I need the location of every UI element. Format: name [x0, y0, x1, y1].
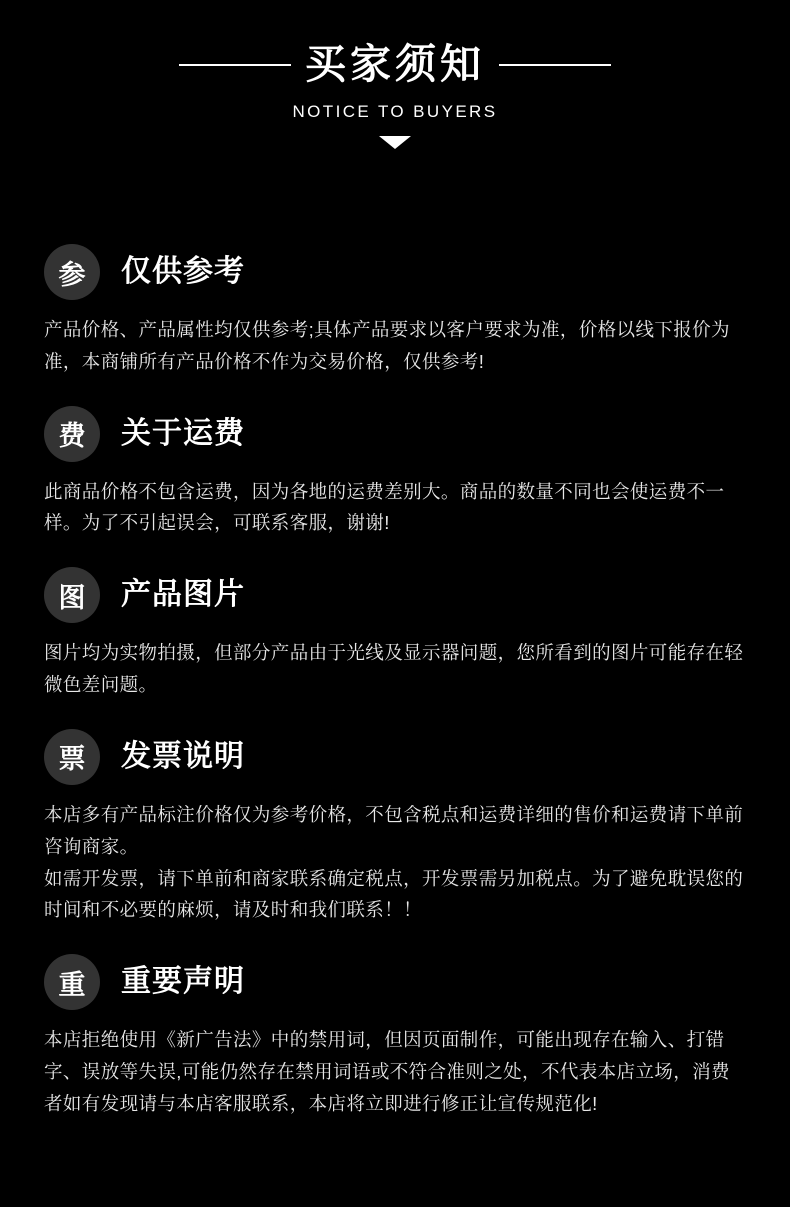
- section-header: [44, 567, 746, 623]
- section-badge-icon: 参: [44, 244, 100, 300]
- section-body: [44, 314, 746, 378]
- section-title: 仅供参考: [121, 255, 245, 288]
- section-header: [44, 954, 746, 1010]
- section-title: 重要声明: [121, 965, 245, 999]
- section-paragraph: 本店拒绝使用《新广告法》中的禁用词，但因页面制作，可能出现存在输入、打错字、误放等失误,可能仍然存在禁用词语或不符合准则之处，不代表本店立场，消费者如有发现请与本店客服联系，本店将立即进行修正让宣传规范化!: [44, 1029, 730, 1114]
- section-invoice: [44, 729, 746, 926]
- header-rule-left: [179, 64, 291, 66]
- section-title: 发票说明: [121, 739, 245, 773]
- section-paragraph: 此商品价格不包含运费，因为各地的运费差别大。商品的数量不同也会使运费不一样。为了不引起误会，可联系客服，谢谢!: [44, 480, 725, 534]
- section-header: [44, 729, 746, 785]
- section-body: [44, 799, 746, 926]
- section-header: [44, 244, 746, 300]
- header-rule-right: [499, 64, 611, 66]
- section-paragraph: 本店多有产品标注价格仅为参考价格，不包含税点和运费详细的售价和运费请下单前咨询商家。: [44, 803, 744, 857]
- page-header: [0, 0, 790, 196]
- section-body: [44, 637, 746, 701]
- section-important-statement: [44, 954, 746, 1119]
- section-badge-icon: 票: [44, 729, 100, 785]
- section-badge-icon: 费: [44, 406, 100, 462]
- section-product-images: [44, 567, 746, 701]
- section-title: 关于运费: [121, 416, 245, 450]
- triangle-down-icon: [379, 136, 411, 149]
- section-badge-icon: 图: [44, 567, 100, 623]
- section-paragraph: 产品价格、产品属性均仅供参考;具体产品要求以客户要求为准，价格以线下报价为准，本商铺所有产品价格不作为交易价格，仅供参考!: [44, 319, 730, 372]
- section-shipping-fee: [44, 406, 746, 540]
- section-reference-only: [44, 244, 746, 378]
- section-title: 产品图片: [121, 578, 245, 612]
- section-badge-icon: 重: [44, 954, 100, 1010]
- notice-sections: [0, 244, 790, 1120]
- page-subtitle: NOTICE TO BUYERS: [292, 102, 498, 121]
- section-header: [44, 406, 746, 462]
- header-title-row: [0, 41, 790, 87]
- section-paragraph: 如需开发票，请下单前和商家联系确定税点，开发票需另加税点。为了避免耽误您的时间和不必要的麻烦，请及时和我们联系！！: [44, 867, 744, 921]
- section-body: [44, 476, 746, 540]
- page-title: 买家须知: [305, 41, 485, 87]
- section-paragraph: 图片均为实物拍摄，但部分产品由于光线及显示器问题，您所看到的图片可能存在轻微色差问题。: [44, 642, 744, 696]
- section-body: [44, 1024, 746, 1119]
